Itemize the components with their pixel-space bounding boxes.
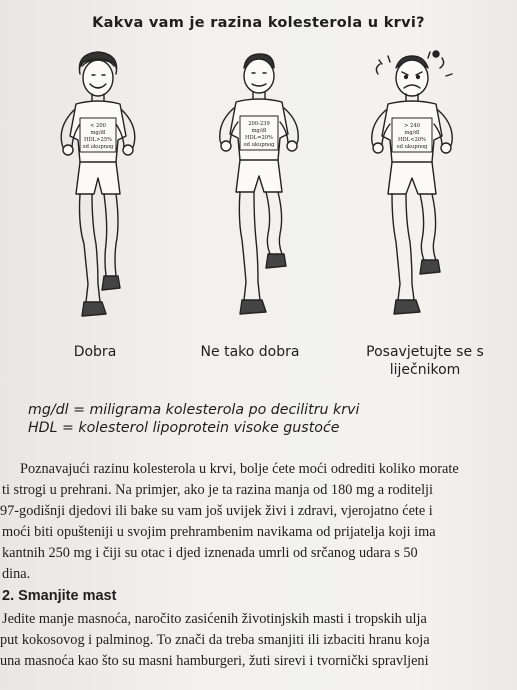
sign-line: mg/dl [90, 130, 106, 136]
runner-good-figure [28, 44, 168, 334]
paragraph-line: ti strogi u prehrani. Na primjer, ako je ta razina manja od 180 mg a roditelji [2, 482, 433, 498]
sign-line: mg/dl [251, 128, 267, 134]
sign-line: od ukupnog [82, 144, 114, 150]
sign-line: HDL<20% [397, 137, 427, 143]
sign-line: od ukupnog [243, 142, 275, 148]
caption-not-so-good: Ne tako dobra [200, 344, 300, 360]
section-line: una masnoća kao što su masni hamburgeri, žuti sirevi i tvornički spravljeni [0, 653, 429, 669]
section-line: Jedite manje masnoća, naročito zasićenih životinjskih masti i tropskih ulja [2, 611, 427, 627]
paragraph-line: moći biti opušteniji u svojim prehrambenim navikama od prijatelja koji ima [2, 524, 436, 540]
sign-line: > 240 [404, 123, 420, 129]
caption-see-doctor-line1: Posavjetujte se s [366, 344, 484, 360]
runners-illustration [0, 44, 517, 334]
sign-line: HDL=20% [244, 135, 274, 141]
paragraph-line: 97-godišnji djedovi ili bake su vam još uvijek živi i zdravi, vjerojatno ćete i [0, 503, 433, 519]
sign-line: od ukupnog [396, 144, 428, 150]
sign-line: mg/dl [404, 130, 420, 136]
sign-line: < 200 [90, 123, 106, 129]
caption-see-doctor-line2: liječnikom [389, 362, 461, 378]
legend-mgdl: mg/dl = miligrama kolesterola po decilitru krvi [28, 402, 360, 418]
section-heading: 2. Smanjite mast [2, 588, 117, 604]
caption-see-doctor [340, 343, 510, 379]
paragraph-line: Poznavajući razinu kolesterola u krvi, bolje ćete moći odrediti koliko morate [20, 461, 459, 477]
section-line: put kokosovog i palminog. To znači da treba smanjiti ili izbaciti hranu koja [0, 632, 430, 648]
sign-line: 200-239 [248, 121, 270, 127]
sign-line: HDL>25% [83, 137, 113, 143]
paragraph-line: kantnih 250 mg i čiji su otac i djed iznenada umrli od srčanog udara s 50 [2, 545, 418, 561]
runner-see-doctor-figure [340, 44, 480, 334]
page-title: Kakva vam je razina kolesterola u krvi? [92, 15, 425, 31]
runner-not-so-good-figure [188, 44, 328, 334]
paragraph-line: dina. [2, 566, 31, 582]
caption-good: Dobra [73, 344, 117, 360]
legend-hdl: HDL = kolesterol lipoprotein visoke gustoće [28, 420, 340, 436]
